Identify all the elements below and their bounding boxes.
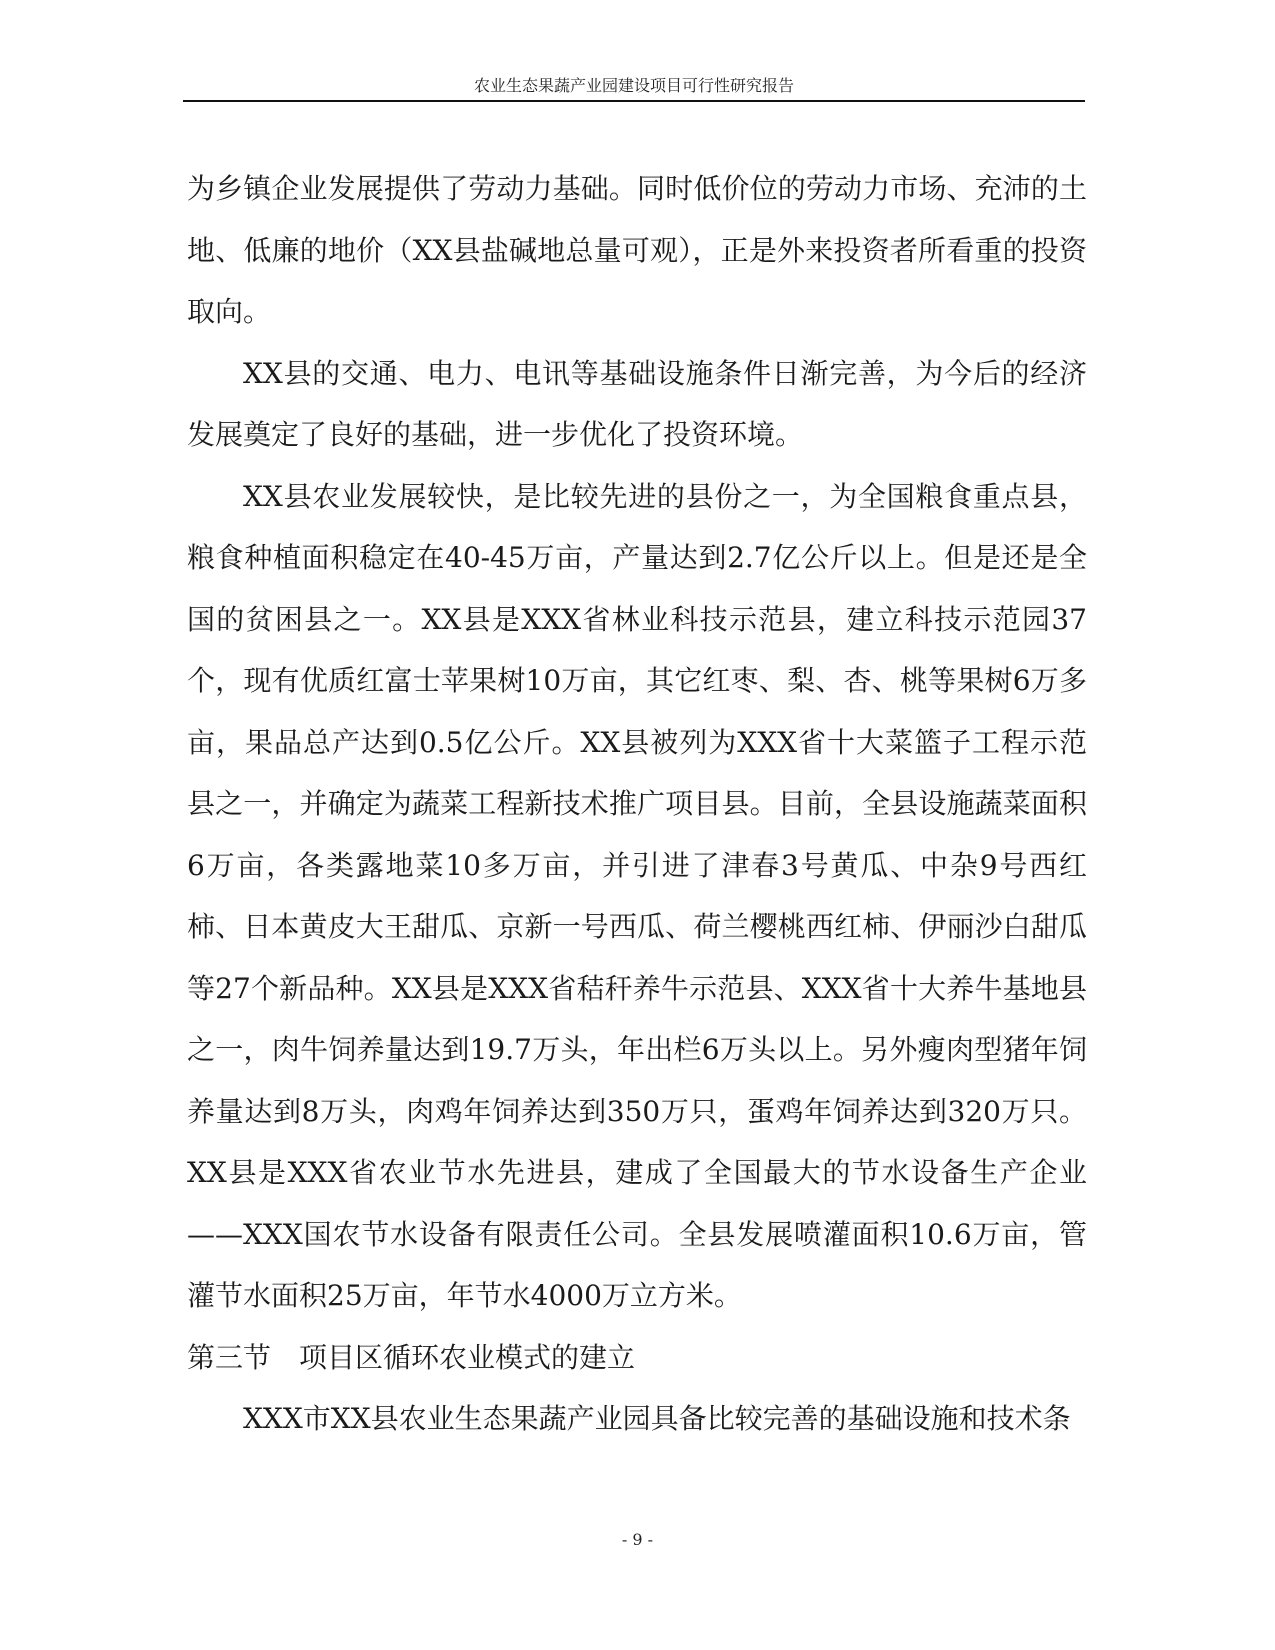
section-heading: 第三节 项目区循环农业模式的建立 bbox=[187, 1340, 636, 1374]
body-paragraph: XX县的交通、电力、电讯等基础设施条件日渐完善，为今后的经济发展奠定了良好的基础，进一步优化了投资环境。 bbox=[187, 356, 1087, 451]
page-number: - 9 - bbox=[621, 1530, 654, 1549]
body-paragraph: XXX市XX县农业生态果蔬产业园具备比较完善的基础设施和技术条 bbox=[243, 1402, 1071, 1435]
header-divider bbox=[183, 100, 1085, 102]
body-paragraph: 为乡镇企业发展提供了劳动力基础。同时低价位的劳动力市场、充沛的土地、低廉的地价（XX县盐碱地总量可观），正是外来投资者所看重的投资取向。 bbox=[187, 172, 1087, 328]
running-header: 农业生态果蔬产业园建设项目可行性研究报告 bbox=[473, 76, 794, 95]
document-body bbox=[187, 158, 1087, 1450]
body-paragraph: XX县农业发展较快，是比较先进的县份之一，为全国粮食重点县，粮食种植面积稳定在40-45万亩，产量达到2.7亿公斤以上。但是还是全国的贫困县之一。XX县是XXX省林业科技示范县，建立科技示范园37个，现有优质红富士苹果树10万亩，其它红枣、梨、杏、桃等果树6万多亩，果品总产达到0.5亿公斤。XX县被列为XXX省十大菜篮子工程示范县之一，并确定为蔬菜工程新技术推广项目县。目前，全县设施蔬菜面积6万亩，各类露地菜10多万亩，并引进了津春3号黄瓜、中杂9号西红柿、日本黄皮大王甜瓜、京新一号西瓜、荷兰樱桃西红柿、伊丽沙白甜瓜等27个新品种。XX县是XXX省秸秆养牛示范县、XXX省十大养牛基地县之一，肉牛饲养量达到19.7万头，年出栏6万头以上。另外瘦肉型猪年饲养量达到8万头，肉鸡年饲养达到350万只，蛋鸡年饲养达到320万只。XX县是XXX省农业节水先进县，建成了全国最大的节水设备生产企业——XXX国农节水设备有限责任公司。全县发展喷灌面积10.6万亩，管灌节水面积25万亩，年节水4000万立方米。 bbox=[187, 479, 1087, 1312]
